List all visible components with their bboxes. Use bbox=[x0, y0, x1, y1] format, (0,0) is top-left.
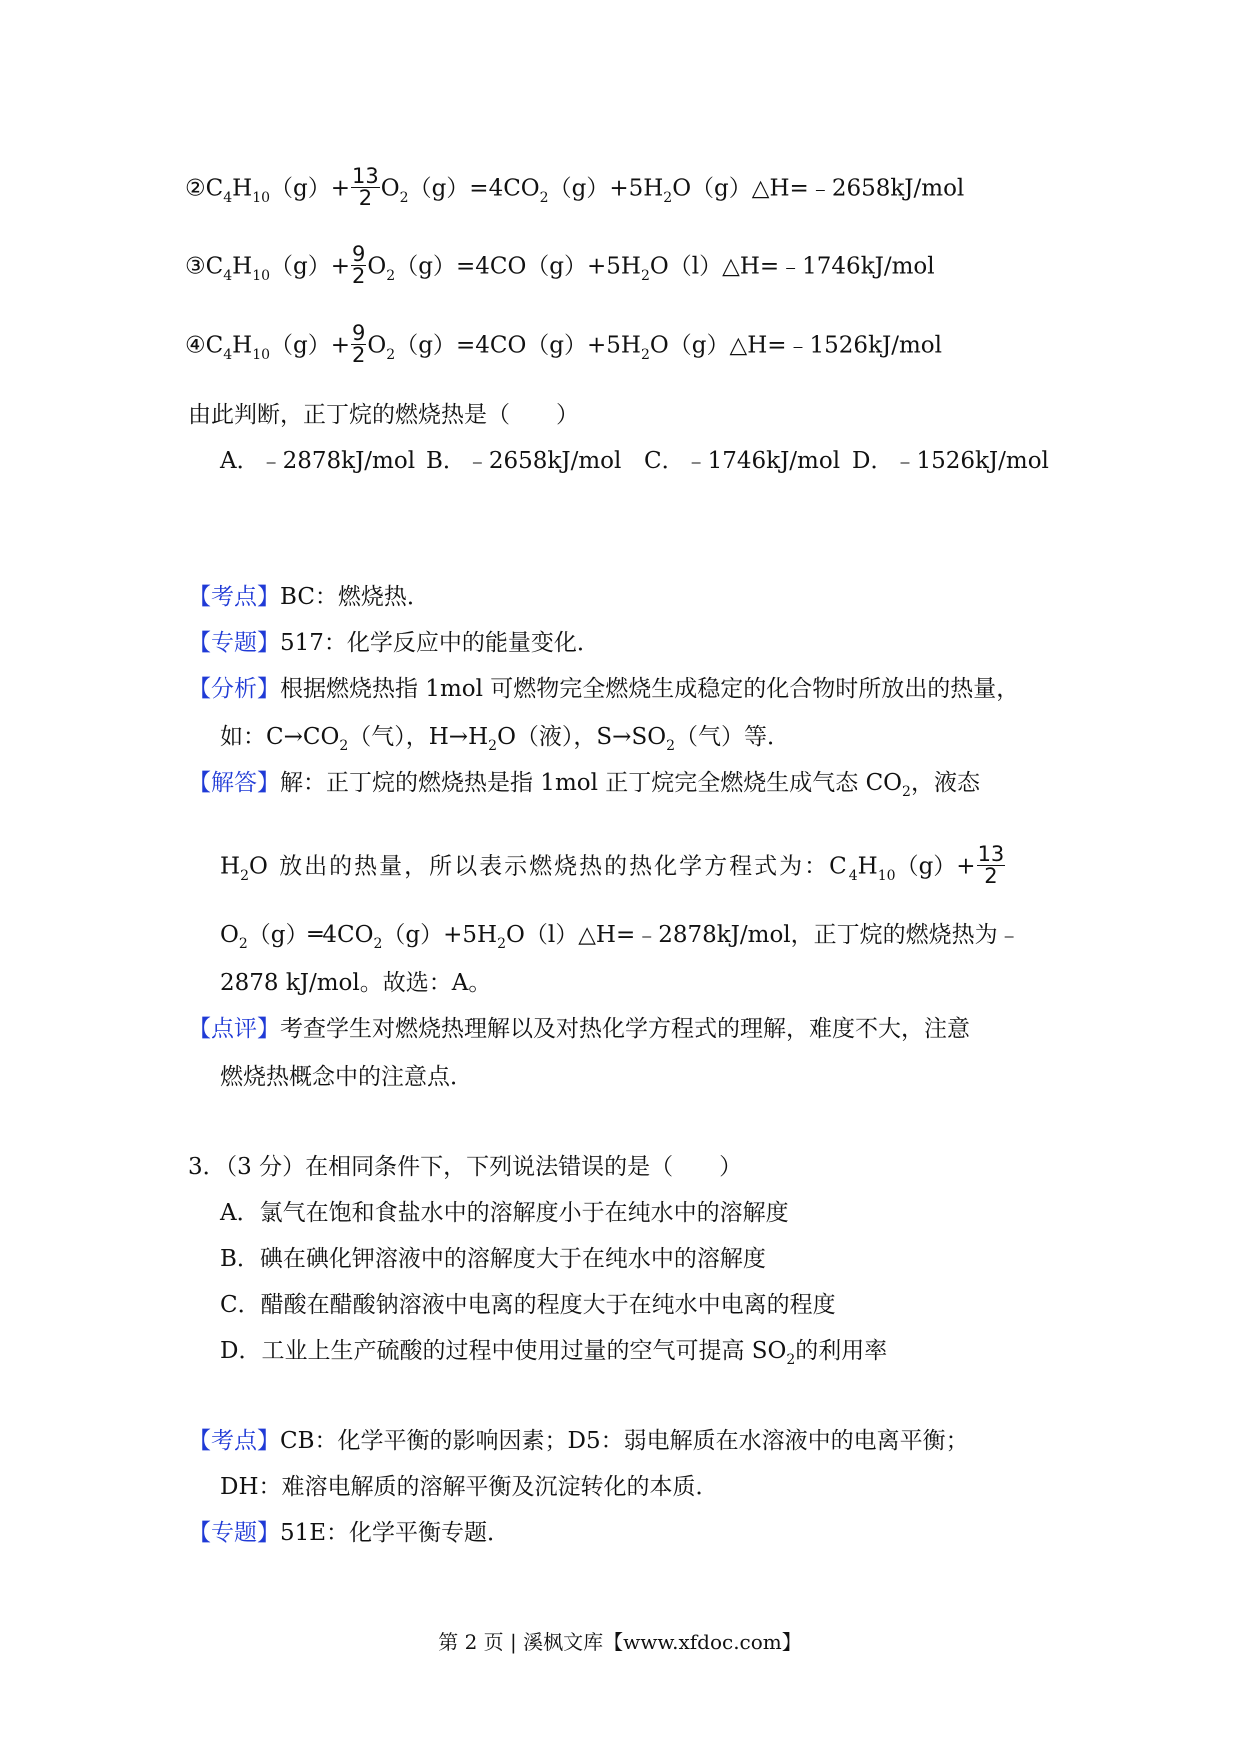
eq-text: O（g） bbox=[672, 175, 752, 202]
zhuanti-row bbox=[188, 626, 600, 660]
eq-text: O（g） bbox=[649, 332, 730, 359]
option-c[interactable]: C．﹣1746kJ/mol bbox=[644, 448, 841, 474]
page-footer: 第 2 页 | 溪枫文库【www.xfdoc.com】 bbox=[438, 1630, 802, 1654]
eq-text: O bbox=[367, 253, 387, 280]
subscript: 2 bbox=[488, 738, 498, 754]
option-b[interactable]: B．﹣2658kJ/mol bbox=[426, 448, 622, 474]
eq-text: H bbox=[232, 175, 253, 202]
fraction bbox=[351, 244, 366, 287]
option-a[interactable]: A．﹣2878kJ/mol bbox=[220, 448, 416, 474]
kaodian-row-q3 bbox=[188, 1424, 969, 1458]
equation-2 bbox=[185, 164, 965, 210]
kaodian-tag: 【考点】 bbox=[188, 1428, 280, 1454]
answer-options bbox=[220, 444, 1049, 478]
subscript: 2 bbox=[902, 784, 911, 800]
subscript: 2 bbox=[240, 867, 249, 884]
fenxi-text: （气）等． bbox=[674, 724, 790, 750]
jieda-row-3 bbox=[220, 918, 1021, 952]
fenxi-text: 如：C→CO bbox=[220, 724, 340, 750]
subscript: 2 bbox=[339, 738, 349, 754]
zhuanti-text: 517：化学反应中的能量变化． bbox=[280, 630, 600, 656]
eq-text: （g）+ bbox=[270, 332, 351, 359]
fraction-denominator: 2 bbox=[352, 264, 366, 288]
q3-option-d[interactable] bbox=[220, 1334, 887, 1368]
fraction-numerator: 13 bbox=[352, 164, 379, 188]
eq-text: =4CO bbox=[469, 175, 540, 202]
option-text: 的利用率 bbox=[795, 1338, 888, 1364]
eq-text: （g） bbox=[548, 175, 610, 202]
equation-3 bbox=[185, 242, 935, 288]
dianping-tag: 【点评】 bbox=[188, 1016, 280, 1042]
q3-option-a[interactable]: A．氯气在饱和食盐水中的溶解度小于在纯水中的溶解度 bbox=[220, 1200, 789, 1226]
subscript: 4 bbox=[223, 267, 233, 284]
dianping-row bbox=[188, 1012, 970, 1046]
equation-4 bbox=[185, 321, 942, 367]
eq-text: C bbox=[205, 175, 224, 202]
jieda-row-2 bbox=[220, 842, 1006, 888]
eq-text: （g） bbox=[526, 332, 588, 359]
jieda-text: O 放出的热量，所以表示燃烧热的热化学方程式为：C bbox=[248, 853, 849, 880]
fraction-numerator: 13 bbox=[977, 842, 1005, 866]
eq-text: +5H bbox=[587, 253, 641, 280]
eq-text: （g） bbox=[408, 175, 470, 202]
subscript: 4 bbox=[223, 189, 233, 206]
subscript: 2 bbox=[641, 267, 650, 284]
fenxi-text: （气），H→H bbox=[348, 724, 489, 750]
equation-marker: ③ bbox=[185, 253, 206, 280]
eq-text: （g） bbox=[395, 253, 456, 280]
eq-text: （g）+ bbox=[270, 175, 351, 202]
eq-text: （g） bbox=[526, 253, 588, 280]
eq-text: O bbox=[380, 175, 400, 202]
jieda-text: O（l）△H=﹣2878kJ/mol，正丁烷的燃烧热为﹣ bbox=[505, 922, 1021, 948]
jieda-text: （g）+5H bbox=[382, 922, 498, 948]
enthalpy: △H=﹣1746kJ/mol bbox=[722, 253, 935, 280]
eq-text: O bbox=[367, 332, 387, 359]
enthalpy: △H=﹣2658kJ/mol bbox=[751, 175, 965, 202]
dianping-row-2: 燃烧热概念中的注意点． bbox=[220, 1064, 473, 1090]
kaodian-tag: 【考点】 bbox=[188, 584, 280, 610]
subscript: 2 bbox=[663, 189, 673, 206]
fraction bbox=[351, 166, 380, 209]
q3-option-b[interactable]: B．碘在碘化钾溶液中的溶解度大于在纯水中的溶解度 bbox=[220, 1246, 766, 1272]
eq-text: =4CO bbox=[455, 332, 527, 359]
fenxi-row bbox=[188, 672, 1019, 706]
enthalpy: △H=﹣1526kJ/mol bbox=[729, 332, 942, 359]
subscript: 2 bbox=[786, 1352, 796, 1368]
jieda-tag: 【解答】 bbox=[188, 770, 280, 796]
fraction bbox=[977, 844, 1006, 887]
subscript: 2 bbox=[666, 738, 675, 754]
subscript: 2 bbox=[539, 189, 549, 206]
fenxi-row-2 bbox=[220, 720, 790, 754]
jieda-text: O bbox=[220, 922, 239, 948]
jieda-text: 解：正丁烷的燃烧热是指 1mol 正丁烷完全燃烧生成气态 CO bbox=[280, 770, 903, 796]
subscript: 10 bbox=[877, 867, 896, 884]
q3-option-c[interactable]: C．醋酸在醋酸钠溶液中电离的程度大于在纯水中电离的程度 bbox=[220, 1292, 836, 1318]
zhuanti-tag: 【专题】 bbox=[188, 1520, 280, 1546]
eq-text: H bbox=[232, 253, 253, 280]
fraction bbox=[351, 323, 366, 366]
fenxi-tag: 【分析】 bbox=[188, 676, 280, 702]
subscript: 10 bbox=[252, 267, 271, 284]
kaodian-text: BC：燃烧热． bbox=[280, 584, 430, 610]
subscript: 2 bbox=[386, 267, 396, 284]
jieda-text: H bbox=[857, 853, 878, 880]
subscript: 10 bbox=[252, 189, 271, 206]
subscript: 2 bbox=[386, 346, 396, 363]
zhuanti-tag: 【专题】 bbox=[188, 630, 280, 656]
question-3-stem: 3．（3 分）在相同条件下，下列说法错误的是（ ） bbox=[188, 1154, 743, 1180]
question-prompt: 由此判断，正丁烷的燃烧热是（ ） bbox=[188, 402, 579, 428]
eq-text: H bbox=[232, 332, 253, 359]
subscript: 4 bbox=[848, 867, 858, 884]
subscript: 10 bbox=[252, 346, 271, 363]
subscript: 2 bbox=[399, 189, 409, 206]
eq-text: C bbox=[205, 332, 224, 359]
eq-text: （g） bbox=[395, 332, 456, 359]
fraction-denominator: 2 bbox=[352, 343, 366, 367]
subscript: 2 bbox=[497, 936, 506, 952]
zhuanti-row-q3 bbox=[188, 1516, 510, 1550]
subscript: 4 bbox=[223, 346, 233, 363]
kaodian-row bbox=[188, 580, 430, 614]
fenxi-text: O（液），S→SO bbox=[497, 724, 667, 750]
kaodian-text: CB：化学平衡的影响因素；D5：弱电解质在水溶液中的电离平衡； bbox=[280, 1428, 969, 1454]
option-d[interactable]: D．﹣1526kJ/mol bbox=[852, 448, 1049, 474]
equation-marker: ④ bbox=[185, 332, 206, 359]
subscript: 2 bbox=[641, 346, 650, 363]
kaodian-row-q3-2: DH：难溶电解质的溶解平衡及沉淀转化的本质． bbox=[220, 1474, 719, 1500]
fraction-denominator: 2 bbox=[984, 864, 998, 888]
jieda-row-4: 2878 kJ/mol。故选：A。 bbox=[220, 970, 492, 996]
jieda-text: H bbox=[220, 853, 241, 880]
eq-text: +5H bbox=[587, 332, 641, 359]
jieda-text: ，液态 bbox=[910, 770, 980, 796]
jieda-text: （g）+ bbox=[895, 853, 976, 880]
eq-text: O（l） bbox=[649, 253, 723, 280]
dianping-text: 考查学生对燃烧热理解以及对热化学方程式的理解，难度不大，注意 bbox=[280, 1016, 970, 1042]
subscript: 2 bbox=[373, 936, 383, 952]
option-text: D．工业上生产硫酸的过程中使用过量的空气可提高 SO bbox=[220, 1338, 787, 1364]
jieda-row bbox=[188, 766, 980, 800]
fenxi-text: 根据燃烧热指 1mol 可燃物完全燃烧生成稳定的化合物时所放出的热量， bbox=[280, 676, 1020, 702]
eq-text: +5H bbox=[609, 175, 664, 202]
equation-marker: ② bbox=[185, 175, 206, 202]
fraction-numerator: 9 bbox=[352, 242, 366, 266]
eq-text: =4CO bbox=[455, 253, 527, 280]
fraction-denominator: 2 bbox=[358, 186, 373, 210]
eq-text: （g）+ bbox=[270, 253, 351, 280]
fraction-numerator: 9 bbox=[352, 321, 366, 345]
eq-text: C bbox=[205, 253, 224, 280]
subscript: 2 bbox=[238, 936, 248, 952]
zhuanti-text: 51E：化学平衡专题． bbox=[280, 1520, 511, 1546]
jieda-text: （g）═4CO bbox=[247, 922, 374, 948]
